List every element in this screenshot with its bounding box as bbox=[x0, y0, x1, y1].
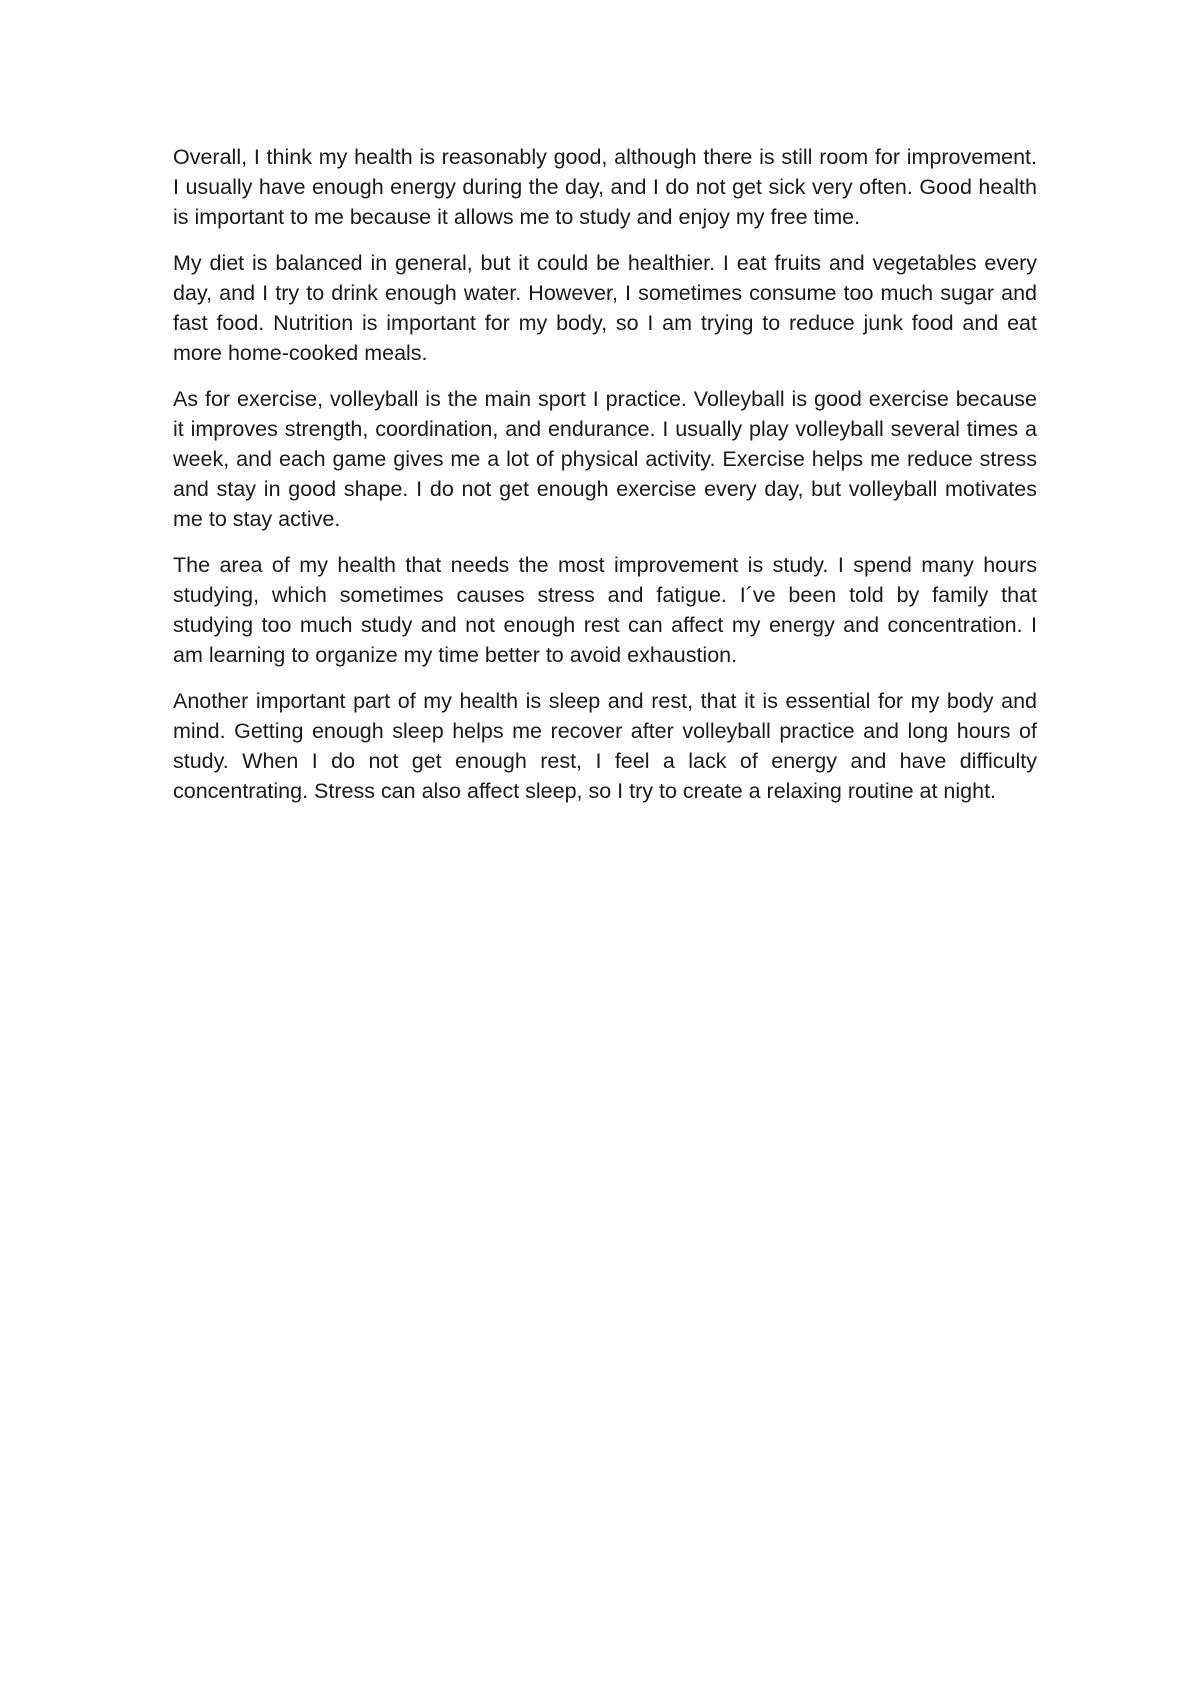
paragraph-exercise: As for exercise, volleyball is the main sport I practice. Volleyball is good exercise because it improves strength, coordination, and endurance. I usually play volleyball several times a week, and each game gives me a lot of physical activity. Exercise helps me reduce stress and stay in good shape. I do not get enough exercise every day, but volleyball motivates me to stay active. bbox=[173, 387, 1037, 531]
paragraph-diet: My diet is balanced in general, but it could be healthier. I eat fruits and vegetables every day, and I try to drink enough water. However, I sometimes consume too much sugar and fast food. Nutrition is important for my body, so I am trying to reduce junk food and eat more home-cooked meals. bbox=[173, 251, 1037, 365]
paragraph-health-overview: Overall, I think my health is reasonably good, although there is still room for improvement. I usually have enough energy during the day, and I do not get sick very often. Good health is important to me because it allows me to study and enjoy my free time. bbox=[173, 145, 1037, 229]
paragraph-sleep-rest: Another important part of my health is sleep and rest, that it is essential for my body and mind. Getting enough sleep helps me recover after volleyball practice and long hours of study. When I do not get enough rest, I feel a lack of energy and have difficulty concentrating. Stress can also affect sleep, so I try to create a relaxing routine at night. bbox=[173, 689, 1037, 803]
paragraph-study: The area of my health that needs the most improvement is study. I spend many hours studying, which sometimes causes stress and fatigue. I´ve been told by family that studying too much study and not enough rest can affect my energy and concentration. I am learning to organize my time better to avoid exhaustion. bbox=[173, 553, 1037, 667]
document-body bbox=[173, 142, 1037, 822]
